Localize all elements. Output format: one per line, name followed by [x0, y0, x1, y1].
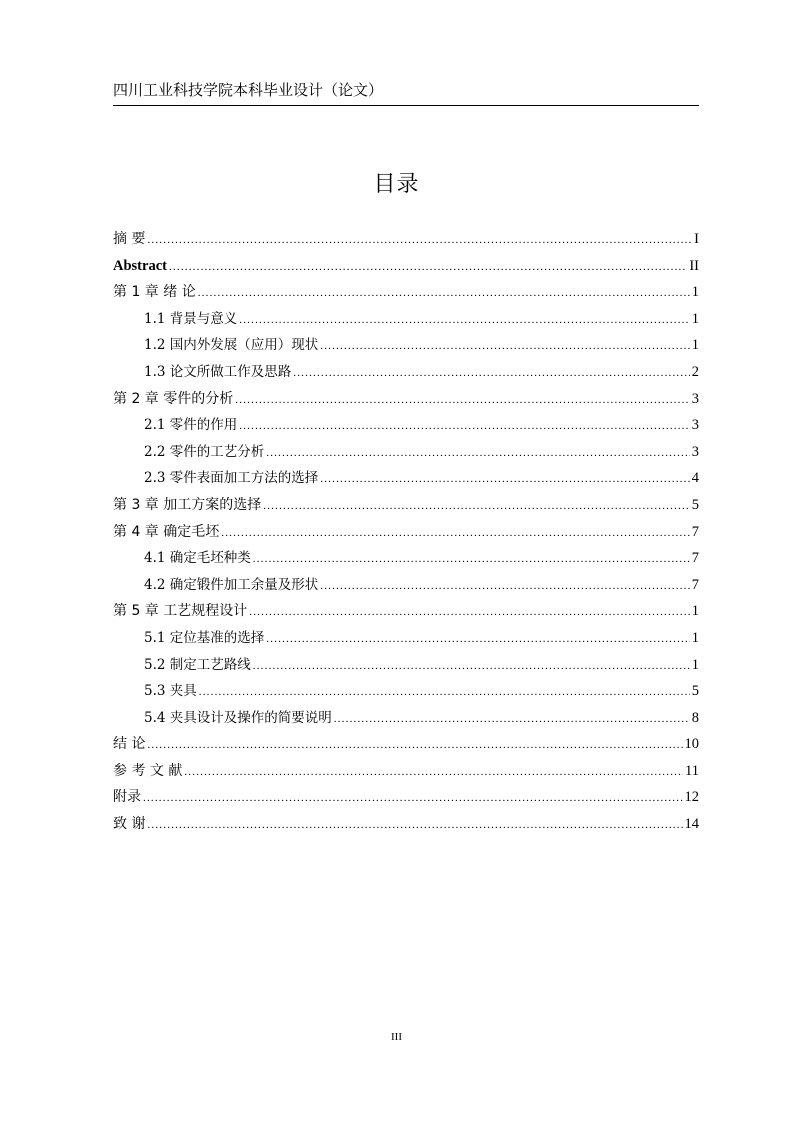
- toc-entry-chapter-5[interactable]: [113, 601, 699, 628]
- dot-leader: [320, 576, 689, 596]
- toc-entry-page: 1: [691, 337, 699, 354]
- dot-leader: [239, 310, 689, 330]
- page-number: III: [391, 1031, 402, 1043]
- toc-entry-label: 1.3 论文所做工作及思路: [144, 363, 292, 380]
- toc-entry-page: 4: [691, 470, 699, 487]
- toc-entry-label: 4.2 确定锻件加工余量及形状: [144, 576, 319, 593]
- dot-leader: [198, 283, 690, 303]
- toc-entry-page: 8: [691, 709, 699, 726]
- table-of-contents: [113, 229, 699, 841]
- dot-leader: [143, 788, 683, 808]
- dot-leader: [334, 709, 690, 729]
- toc-entry-section-2-2[interactable]: [113, 442, 699, 469]
- toc-entry-label: 2.2 零件的工艺分析: [144, 443, 265, 460]
- dot-leader: [147, 735, 682, 755]
- toc-entry-section-5-2[interactable]: [113, 655, 699, 682]
- toc-entry-label: 5.3 夹具: [144, 683, 197, 700]
- toc-entry-label: 4.1 确定毛坯种类: [144, 550, 251, 567]
- toc-entry-section-5-4[interactable]: [113, 708, 699, 735]
- toc-entry-acknowledgements[interactable]: [113, 814, 699, 841]
- toc-entry-references[interactable]: [113, 761, 699, 788]
- toc-entry-page: 1: [691, 629, 699, 646]
- dot-leader: [147, 230, 692, 250]
- dot-leader: [293, 363, 689, 383]
- dot-leader: [266, 629, 689, 649]
- toc-entry-abstract-cn[interactable]: [113, 229, 699, 256]
- toc-entry-section-5-1[interactable]: [113, 628, 699, 655]
- dot-leader: [253, 549, 690, 569]
- dot-leader: [239, 416, 689, 436]
- toc-entry-page: 3: [691, 417, 699, 434]
- toc-entry-label: 5.4 夹具设计及操作的简要说明: [144, 709, 332, 726]
- toc-entry-label: 第 5 章 工艺规程设计: [113, 603, 248, 620]
- toc-entry-label: 5.2 制定工艺路线: [144, 656, 251, 673]
- toc-entry-label: 结 论: [113, 736, 146, 753]
- toc-entry-section-1-2[interactable]: [113, 335, 699, 362]
- toc-entry-chapter-1[interactable]: [113, 282, 699, 309]
- dot-leader: [320, 469, 689, 489]
- toc-entry-chapter-3[interactable]: [113, 495, 699, 522]
- toc-entry-section-4-2[interactable]: [113, 575, 699, 602]
- toc-entry-label: 第 4 章 确定毛坯: [113, 523, 220, 540]
- toc-entry-page: 1: [691, 284, 699, 301]
- dot-leader: [221, 523, 689, 543]
- toc-entry-section-5-3[interactable]: [113, 681, 699, 708]
- toc-entry-page: 7: [691, 576, 699, 593]
- dot-leader: [147, 815, 682, 835]
- dot-leader: [235, 390, 689, 410]
- toc-entry-label: 2.1 零件的作用: [144, 417, 238, 434]
- toc-entry-page: 5: [691, 496, 699, 513]
- toc-entry-page: 5: [691, 683, 699, 700]
- header-title: 四川工业科技学院本科毕业设计（论文）: [113, 81, 384, 99]
- toc-entry-page: I: [694, 231, 699, 247]
- toc-entry-page: 3: [691, 443, 699, 460]
- toc-entry-section-2-3[interactable]: [113, 468, 699, 495]
- toc-entry-section-4-1[interactable]: [113, 548, 699, 575]
- toc-entry-page: 10: [684, 736, 699, 753]
- toc-entry-label: 参 考 文 献: [113, 762, 183, 779]
- toc-entry-page: 1: [691, 310, 699, 327]
- toc-entry-page: 7: [691, 550, 699, 567]
- toc-entry-page: 1: [691, 656, 699, 673]
- toc-entry-label: 致 谢: [113, 816, 146, 833]
- dot-leader: [253, 656, 690, 676]
- toc-entry-page: 3: [691, 390, 699, 407]
- dot-leader: [249, 602, 689, 622]
- page-title: 目录: [373, 172, 420, 197]
- toc-entry-conclusion[interactable]: [113, 734, 699, 761]
- dot-leader: [199, 682, 690, 702]
- toc-entry-section-1-3[interactable]: [113, 362, 699, 389]
- toc-entry-page: II: [689, 257, 699, 274]
- dot-leader: [184, 762, 683, 782]
- toc-entry-chapter-2[interactable]: [113, 389, 699, 416]
- dot-leader: [266, 443, 689, 463]
- dot-leader: [169, 257, 687, 277]
- toc-entry-page: 7: [691, 523, 699, 540]
- toc-entry-page: 2: [691, 363, 699, 380]
- toc-entry-label: 附录: [113, 789, 141, 806]
- toc-entry-label: 5.1 定位基准的选择: [144, 629, 265, 646]
- toc-entry-page: 12: [684, 789, 699, 806]
- toc-entry-label: Abstract: [113, 257, 167, 274]
- toc-entry-page: 11: [685, 762, 699, 779]
- toc-entry-appendix[interactable]: [113, 787, 699, 814]
- toc-entry-label: 1.1 背景与意义: [144, 310, 238, 327]
- toc-entry-section-2-1[interactable]: [113, 415, 699, 442]
- dot-leader: [263, 496, 689, 516]
- dot-leader: [320, 336, 689, 356]
- toc-entry-page: 14: [684, 816, 699, 833]
- toc-entry-label: 1.2 国内外发展（应用）现状: [144, 337, 319, 354]
- toc-entry-section-1-1[interactable]: [113, 309, 699, 336]
- toc-entry-label: 第 2 章 零件的分析: [113, 390, 234, 407]
- toc-entry-label: 第 1 章 绪 论: [113, 284, 196, 301]
- toc-entry-chapter-4[interactable]: [113, 522, 699, 549]
- toc-entry-abstract-en[interactable]: [113, 256, 699, 283]
- toc-entry-label: 第 3 章 加工方案的选择: [113, 496, 262, 513]
- toc-entry-page: 1: [691, 603, 699, 620]
- running-header: [113, 80, 699, 106]
- toc-entry-label: 摘 要: [113, 231, 146, 247]
- toc-entry-label: 2.3 零件表面加工方法的选择: [144, 470, 319, 487]
